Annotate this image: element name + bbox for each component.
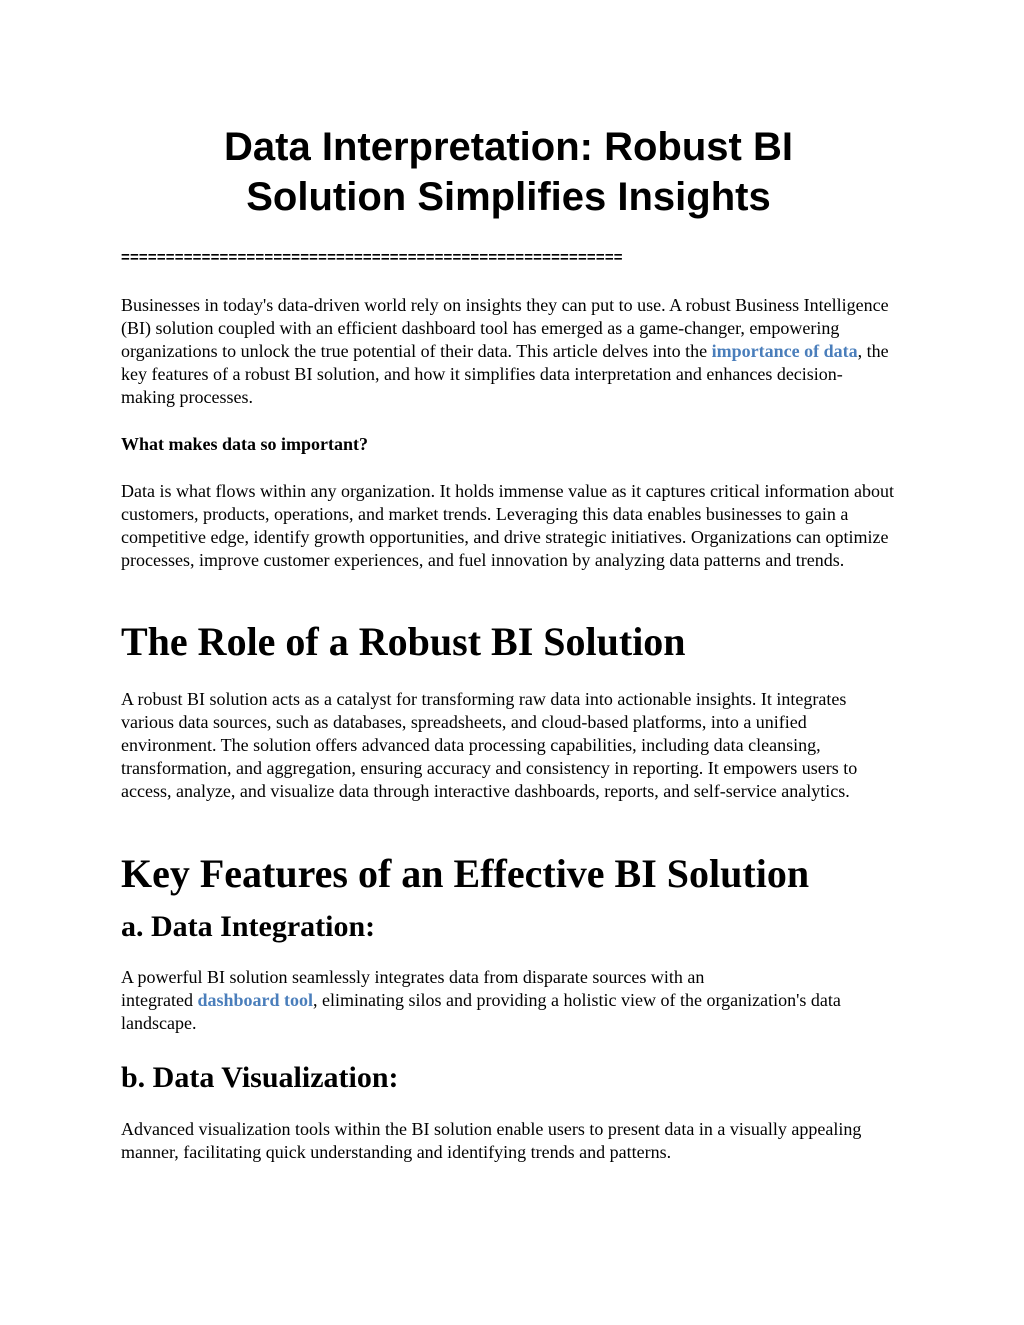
document-title-line-1: Data Interpretation: Robust BI [224,125,793,169]
role-paragraph: A robust BI solution acts as a catalyst for transforming raw data into actionable insights. It integrates various data sources, such as databases, spreadsheets, and cloud-based platforms, into a unified environment. The solution offers advanced data processing capabilities, including data cleansing, transformation, and aggregation, ensuring accuracy and consistency in reporting. It empowers users to access, analyze, and visualize data through interactive dashboards, reports, and self-service analytics. [121,689,858,801]
feature-a-paragraph [121,966,896,1035]
feature-a-text-before-link: integrated [121,990,198,1010]
features-heading: Key Features of an Effective BI Solution [121,851,810,896]
document-title [121,122,896,222]
feature-a-text-after-link: , eliminating silos and providing a holistic view of the organization's data landscape. [121,990,841,1033]
separator-line: ======================================================== [121,249,623,266]
document-title-line-2: Solution Simplifies Insights [246,175,771,219]
feature-a-line-1: A powerful BI solution seamlessly integrates data from disparate sources with an [121,967,705,987]
dashboard-tool-link[interactable]: dashboard tool [197,990,314,1010]
intro-text-before-link: Businesses in today's data-driven world rely on insights they can put to use. A robust Business Intelligence (BI) solution coupled with an efficient dashboard tool has emerged as a game-changer, empowering organizations to unlock the true potential of their data. This article delves into the [121,295,889,361]
question-heading: What makes data so important? [121,434,369,454]
feature-b-paragraph: Advanced visualization tools within the BI solution enable users to present data in a visually appealing manner, facilitating quick understanding and identifying trends and patterns. [121,1119,862,1162]
intro-text-after-link: , the key features of a robust BI solution, and how it simplifies data interpretation and enhances decision-making processes. [121,341,889,407]
data-importance-paragraph: Data is what flows within any organization. It holds immense value as it captures critical information about customers, products, operations, and market trends. Leveraging this data enables businesses to gain a competitive edge, identify growth opportunities, and drive strategic initiatives. Organizations can optimize processes, improve customer experiences, and fuel innovation by analyzing data patterns and trends. [121,481,894,570]
intro-paragraph [121,294,896,409]
role-heading: The Role of a Robust BI Solution [121,619,686,664]
feature-b-heading: b. Data Visualization: [121,1061,399,1094]
feature-a-heading: a. Data Integration: [121,910,376,943]
importance-of-data-link[interactable]: importance of data [711,341,858,361]
